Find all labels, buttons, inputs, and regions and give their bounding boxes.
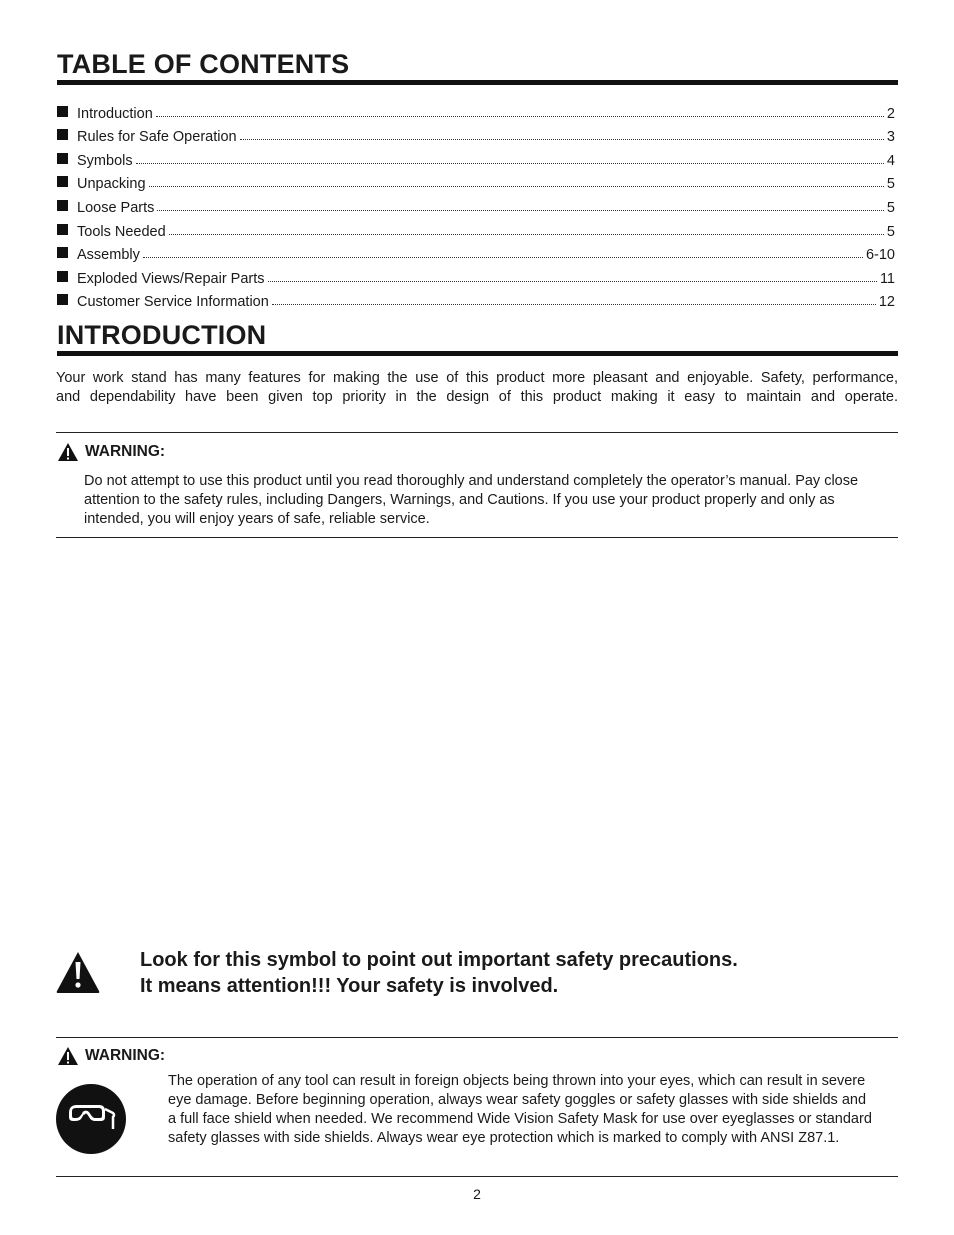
introduction-text-line-2: and dependability have been given top priority in the design of this product making it easy to maintain and operate. bbox=[56, 389, 898, 405]
toc-item bbox=[57, 169, 895, 193]
bullet-square-icon bbox=[57, 106, 68, 117]
toc-item-page: 5 bbox=[886, 176, 895, 193]
toc-title: TABLE OF CONTENTS bbox=[57, 48, 898, 85]
toc-dot-leader bbox=[157, 210, 884, 211]
toc-dot-leader bbox=[149, 186, 884, 187]
eye-protection-warning-text: The operation of any tool can result in foreign objects being thrown into your eyes, which can result in severe eye damage. Before beginning operation, always wear safety goggles or safety glasses with side shields and a full face shield when needed. We recommend Wide Vision Safety Mask for use over eyeglasses or standard safety glasses with side shields. Always wear eye protection which is marked to comply with ANSI Z87.1. bbox=[168, 1073, 872, 1146]
toc-dot-leader bbox=[240, 139, 884, 140]
introduction-title: INTRODUCTION bbox=[57, 319, 898, 356]
safety-alert-line-2: It means attention!!! Your safety is involved. bbox=[140, 975, 559, 997]
safety-alert-icon bbox=[55, 950, 101, 994]
divider bbox=[56, 1176, 898, 1177]
toc-item-label: Unpacking bbox=[77, 176, 146, 193]
toc-item bbox=[57, 122, 895, 146]
toc-item-label: Symbols bbox=[77, 152, 133, 169]
toc-item bbox=[57, 240, 895, 264]
warning-label: WARNING: bbox=[85, 443, 166, 460]
bullet-square-icon bbox=[57, 153, 68, 164]
warning-text: Do not attempt to use this product until you read thoroughly and understand completely the operator’s manual. Pay close attention to the safety rules, including Dangers, Warnings, and Cautions. If you use your product properly and only as intended, you will enjoy years of safe, reliable service. bbox=[84, 473, 859, 527]
toc-item bbox=[57, 192, 895, 216]
warning-label: WARNING: bbox=[85, 1047, 166, 1064]
toc-item bbox=[57, 263, 895, 287]
eye-protection-icon bbox=[55, 1083, 127, 1155]
warning-triangle-icon bbox=[57, 442, 79, 462]
divider bbox=[56, 1037, 898, 1038]
toc-dot-leader bbox=[169, 234, 884, 235]
page-number: 2 bbox=[473, 1186, 481, 1202]
toc-item-page: 4 bbox=[886, 152, 895, 169]
bullet-square-icon bbox=[57, 271, 68, 282]
toc-item-label: Customer Service Information bbox=[77, 294, 269, 311]
introduction-text-line-1: Your work stand has many features for making the use of this product more pleasant and enjoyable. Safety, performance, bbox=[56, 370, 898, 386]
toc-item-page: 3 bbox=[886, 129, 895, 146]
toc-item-label: Loose Parts bbox=[77, 199, 155, 216]
toc-item-label: Tools Needed bbox=[77, 223, 166, 240]
divider bbox=[56, 537, 898, 538]
toc-dot-leader bbox=[136, 163, 884, 164]
toc-item-page: 12 bbox=[878, 294, 895, 311]
toc-item-label: Rules for Safe Operation bbox=[77, 129, 237, 146]
toc-item-page: 6-10 bbox=[865, 247, 895, 264]
toc-item-label: Introduction bbox=[77, 105, 153, 122]
toc-item bbox=[57, 98, 895, 122]
toc-dot-leader bbox=[156, 116, 884, 117]
bullet-square-icon bbox=[57, 247, 68, 258]
toc-dot-leader bbox=[272, 304, 876, 305]
bullet-square-icon bbox=[57, 224, 68, 235]
toc-item-page: 5 bbox=[886, 223, 895, 240]
toc-item bbox=[57, 287, 895, 311]
warning-heading bbox=[57, 442, 165, 462]
toc-item bbox=[57, 145, 895, 169]
bullet-square-icon bbox=[57, 200, 68, 211]
toc-item-label: Exploded Views/Repair Parts bbox=[77, 270, 265, 287]
toc-dot-leader bbox=[143, 257, 863, 258]
toc-item-label: Assembly bbox=[77, 247, 140, 264]
divider bbox=[56, 432, 898, 433]
toc-item-page: 11 bbox=[879, 270, 895, 287]
toc-item bbox=[57, 216, 895, 240]
safety-alert-line-1: Look for this symbol to point out important safety precautions. bbox=[140, 949, 738, 971]
warning-triangle-icon bbox=[57, 1046, 79, 1066]
toc-item-page: 5 bbox=[886, 199, 895, 216]
warning-heading bbox=[57, 1046, 165, 1066]
toc-item-page: 2 bbox=[886, 105, 895, 122]
bullet-square-icon bbox=[57, 294, 68, 305]
bullet-square-icon bbox=[57, 176, 68, 187]
toc-dot-leader bbox=[268, 281, 877, 282]
toc-list bbox=[57, 98, 895, 310]
bullet-square-icon bbox=[57, 129, 68, 140]
